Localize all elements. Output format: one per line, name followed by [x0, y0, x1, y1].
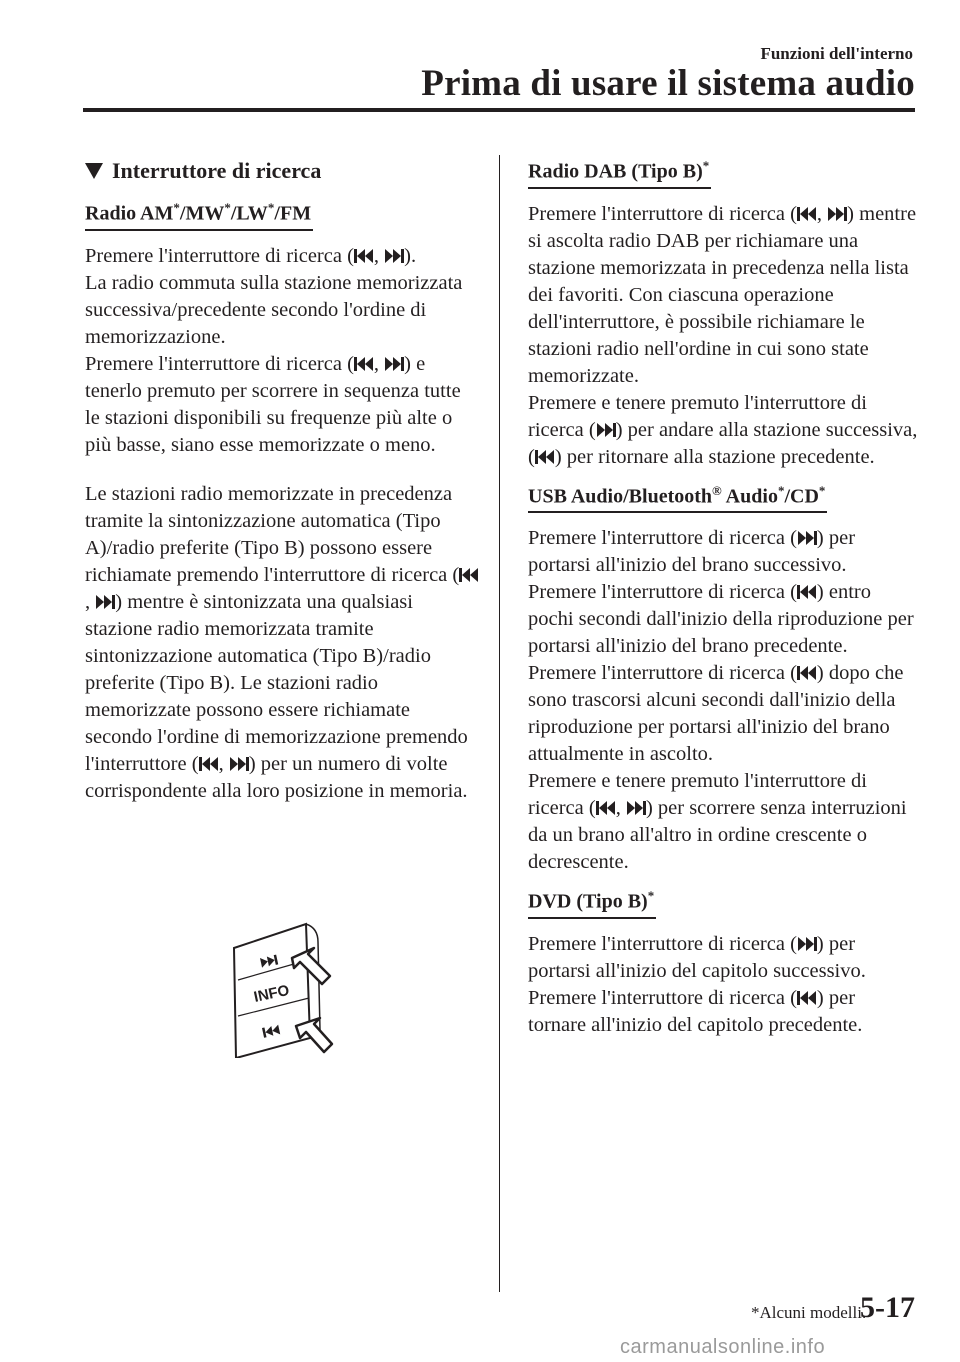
paragraph: Premere l'interruttore di ricerca ( , ) mentre si ascolta radio DAB per richiamare una stazione memorizzata in precedenza nella lista dei favoriti. Con ciascuna operazione dell'interruttore, è possibile richiamare le stazioni radio nell'ordine in cui sono state memorizzate. Premere e tenere premuto l'interruttore di ricerca ( ) per andare alla stazione successiva, ( ) per ritornare alla stazione precedente.	[528, 202, 918, 468]
triangle-bullet-icon	[85, 163, 103, 179]
prev-track-icon	[459, 567, 479, 583]
prev-track-icon	[535, 449, 555, 465]
next-track-icon	[95, 594, 115, 610]
paragraph: Premere l'interruttore di ricerca ( ) per portarsi all'inizio del brano successivo. Premere l'interruttore di ricerca ( ) entro pochi secondi dall'inizio della riproduzione per portarsi all'inizio del brano precedente. Premere l'interruttore di ricerca ( ) dopo che sono trascorsi alcuni secondi dall'inizio della riproduzione per portarsi all'inizio del brano attualmente in ascolto. Premere e tenere premuto l'interruttore di ricerca ( , ) per scorrere senza interruzioni da un brano all'altro in ordine crescente o decrescente.	[528, 527, 914, 874]
next-track-icon	[797, 936, 817, 952]
prev-track-icon	[797, 990, 817, 1006]
prev-button-glyph	[262, 1025, 280, 1038]
prev-track-icon	[199, 756, 219, 772]
prev-track-icon	[797, 665, 817, 681]
next-track-icon	[229, 756, 249, 772]
footnote: *Alcuni modelli.	[751, 1303, 867, 1322]
radio-am-heading: Radio AM*/MW*/LW*/FM	[85, 200, 313, 231]
paragraph: Le stazioni radio memorizzate in precedenza tramite la sintonizzazione automatica (Tipo A)/radio preferite (Tipo B) possono essere richiamate premendo l'interruttore di ricerca (, ) mentre è sintonizzata una qualsiasi stazione radio memorizzata tramite sintonizzazione automatica (Tipo B)/radio preferite (Tipo B). Le stazioni radio memorizzate possono essere richiamate secondo l'ordine di memorizzazione premendo l'interruttore ( , ) per un numero di volte corrispondente alla loro posizione in memoria.	[85, 481, 480, 805]
seek-switch-illustration	[222, 918, 334, 1058]
dvd-heading: DVD (Tipo B)*	[528, 888, 656, 919]
header-rule	[83, 108, 915, 112]
prev-track-icon	[354, 356, 374, 372]
column-divider	[499, 155, 500, 1292]
header-section: Funzioni dell'interno	[760, 44, 913, 63]
next-track-icon	[384, 356, 404, 372]
dab-heading: Radio DAB (Tipo B)*	[528, 158, 711, 189]
left-column	[85, 158, 480, 817]
section-heading	[85, 158, 480, 184]
arrow-pointer-icon	[296, 1018, 332, 1052]
next-track-icon	[797, 530, 817, 546]
next-track-icon	[626, 800, 646, 816]
prev-track-icon	[797, 584, 817, 600]
info-label: INFO	[252, 981, 291, 1006]
usb-audio-heading: USB Audio/Bluetooth® Audio*/CD*	[528, 483, 827, 514]
arrow-pointer-icon	[292, 948, 330, 984]
next-track-icon	[384, 248, 404, 264]
prev-track-icon	[797, 206, 817, 222]
page-number: 5-17	[860, 1291, 915, 1324]
right-column	[528, 158, 918, 1051]
next-track-icon	[596, 422, 616, 438]
paragraph: Premere l'interruttore di ricerca ( ) per portarsi all'inizio del capitolo successivo. Premere l'interruttore di ricerca ( ) per tornare all'inizio del capitolo precedente.	[528, 932, 866, 1036]
prev-track-icon	[596, 800, 616, 816]
paragraph: Premere l'interruttore di ricerca ( , ). La radio commuta sulla stazione memorizzata successiva/precedente secondo l'ordine di memorizzazione. Premere l'interruttore di ricerca ( , ) e tenerlo premuto per scorrere in sequenza tutte le stazioni disponibili su frequenze più alte o più basse, siano esse memorizzate o meno.	[85, 244, 463, 456]
watermark: carmanualsonline.info	[620, 1336, 826, 1358]
page-title: Prima di usare il sistema audio	[421, 63, 915, 104]
prev-track-icon	[354, 248, 374, 264]
next-button-glyph	[260, 955, 278, 968]
next-track-icon	[827, 206, 847, 222]
section-heading-text: Interruttore di ricerca	[112, 158, 322, 183]
